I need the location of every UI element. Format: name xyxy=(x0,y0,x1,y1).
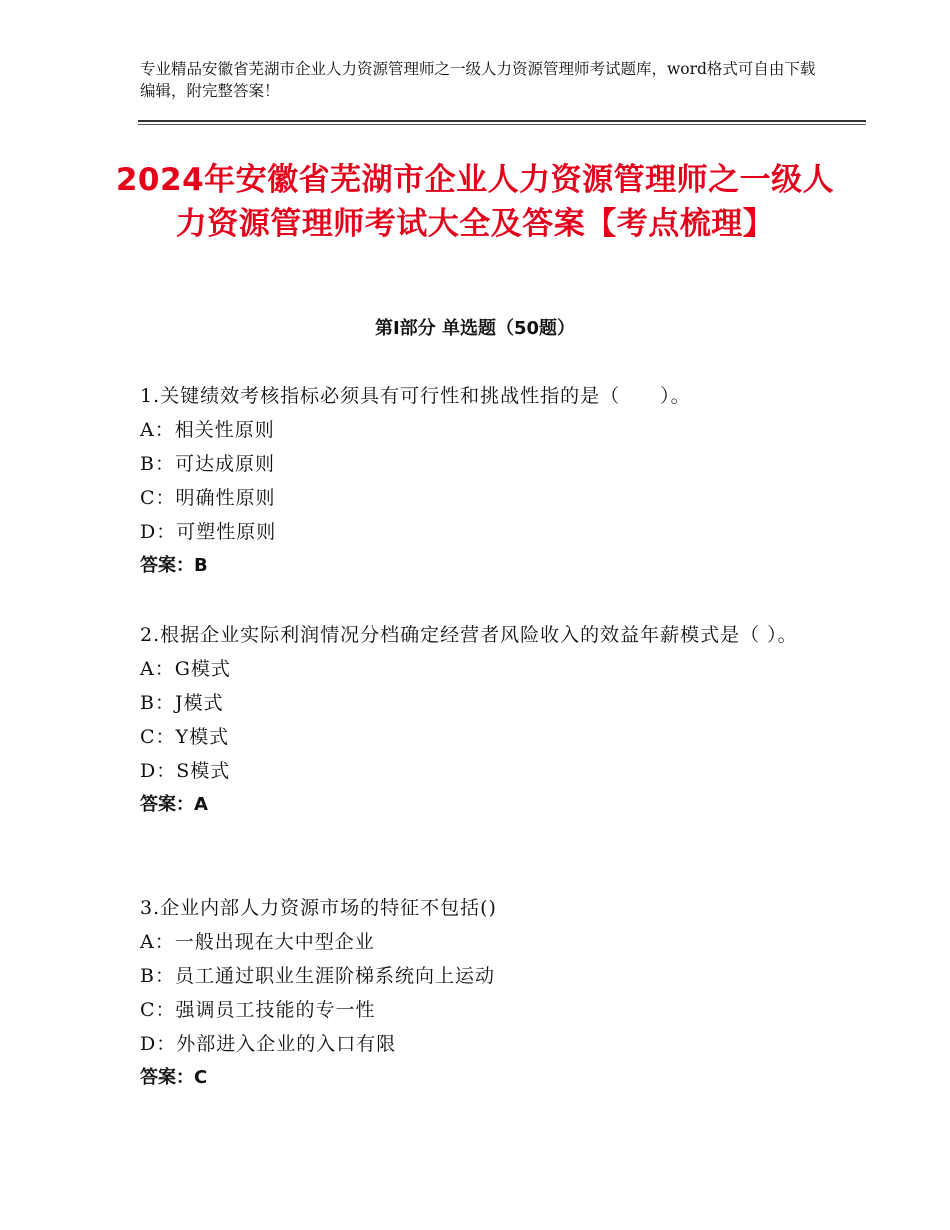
answer: 答案：C xyxy=(140,1067,208,1088)
question-stem: 3.企业内部人力资源市场的特征不包括() xyxy=(140,897,497,919)
answer: 答案：A xyxy=(140,794,208,815)
document-title: 2024年安徽省芜湖市企业人力资源管理师之一级人力资源管理师考试大全及答案【考点梳理】 xyxy=(115,162,835,242)
question-stem: 1.关键绩效考核指标必须具有可行性和挑战性指的是（ ）。 xyxy=(140,385,691,407)
question-1 xyxy=(140,379,830,583)
option-a: A：相关性原则 xyxy=(140,419,275,441)
header-note: 专业精品安徽省芜湖市企业人力资源管理师之一级人力资源管理师考试题库，word格式可自由下载编辑，附完整答案！ xyxy=(140,60,816,100)
answer: 答案：B xyxy=(140,555,208,576)
option-a: A：G模式 xyxy=(140,658,231,680)
option-a: A：一般出现在大中型企业 xyxy=(140,931,375,953)
section-heading: 第Ⅰ部分 单选题（50题） xyxy=(374,318,575,339)
header-divider xyxy=(138,120,866,122)
option-b: B：员工通过职业生涯阶梯系统向上运动 xyxy=(140,965,495,987)
option-b: B：可达成原则 xyxy=(140,453,275,475)
option-c: C：Y模式 xyxy=(140,726,230,748)
option-d: D：外部进入企业的入口有限 xyxy=(140,1033,397,1055)
question-stem: 2.根据企业实际利润情况分档确定经营者风险收入的效益年薪模式是（ ）。 xyxy=(140,624,798,646)
option-c: C：明确性原则 xyxy=(140,487,276,509)
question-2 xyxy=(140,618,830,822)
question-3 xyxy=(140,891,830,1095)
option-c: C：强调员工技能的专一性 xyxy=(140,999,376,1021)
option-d: D：S模式 xyxy=(140,760,231,782)
option-d: D：可塑性原则 xyxy=(140,521,277,543)
header-divider-thin xyxy=(138,124,866,125)
option-b: B：J模式 xyxy=(140,692,224,714)
